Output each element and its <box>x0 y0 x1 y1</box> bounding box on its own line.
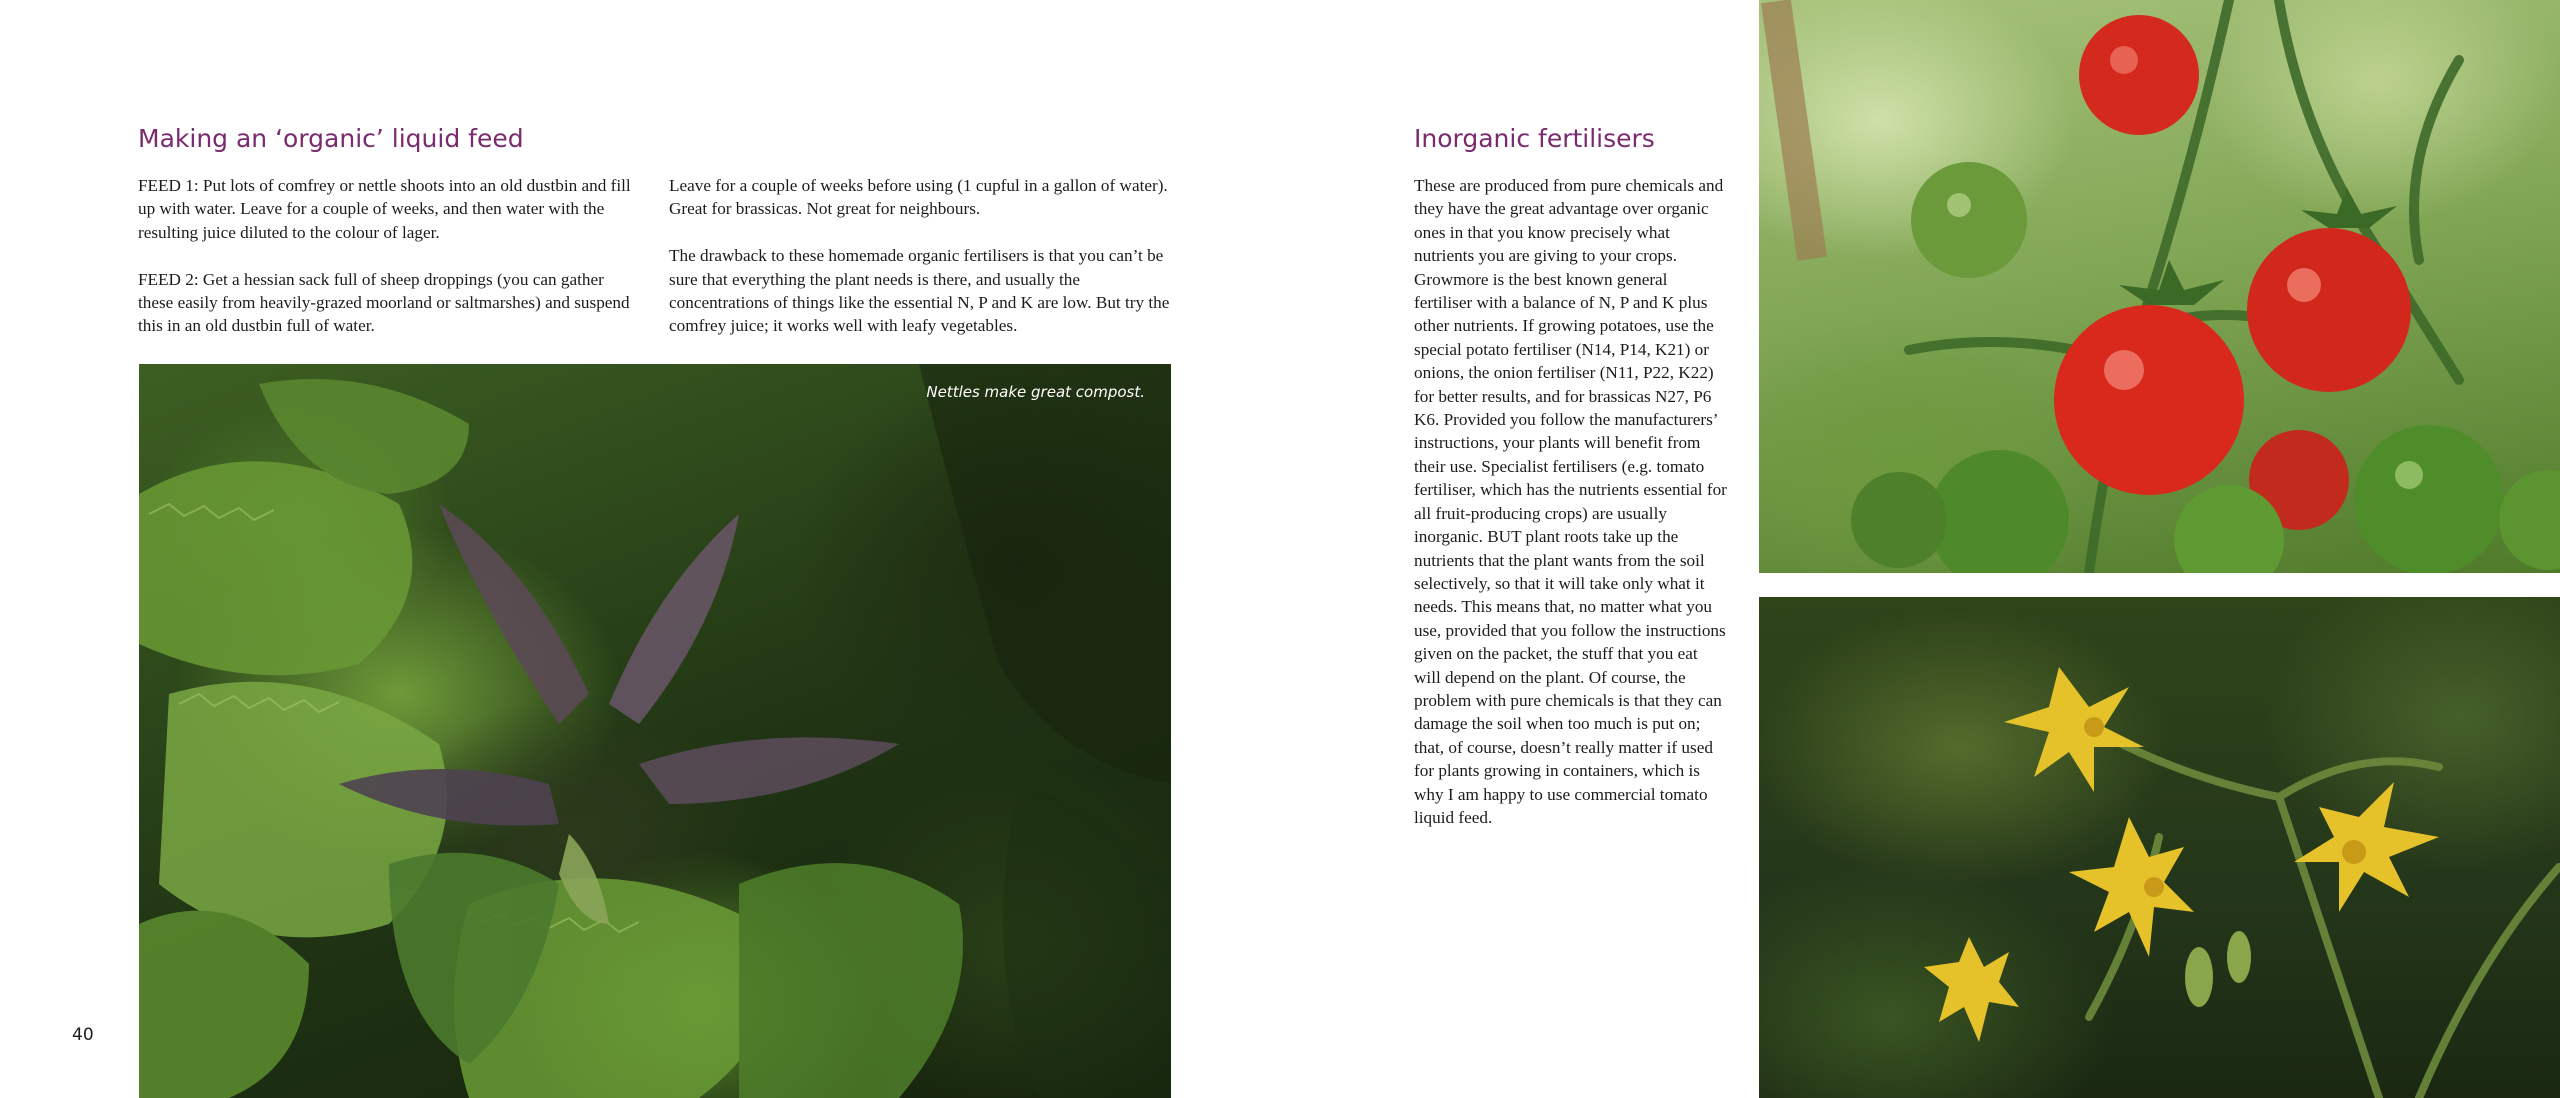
feed-1-paragraph: FEED 1: Put lots of comfrey or nettle shoots into an old dustbin and fill up with water. Leave for a couple of weeks, and then water with the resulting juice diluted to the colour of lager. <box>138 176 631 242</box>
inorganic-paragraph: These are produced from pure chemicals and they have the great advantage over organic ones in that you know precisely what nutrients you are giving to your crops. Growmore is the best known general fertiliser with a balance of N, P and K plus other nutrients. If growing potatoes, use the special potato fertiliser (N14, P14, K21) or onions, the onion fertiliser (N11, P22, K22) for better results, and for brassicas N27, P6 K6. Provided you follow the manufacturers’ instructions, your plants will benefit from their use. Specialist fertilisers (e.g. tomato fertiliser, which has the nutrients essential for all fruit-producing crops) are usually inorganic. BUT plant roots take up the nutrients that the plant wants from the soil selectively, so that it will take only what it needs. This means that, no matter what you use, provided that you follow the instructions given on the packet, the stuff that you eat will depend on the plant. Of course, the problem with pure chemicals is that they can damage the soil when too much is put on; that, of course, doesn’t really matter if used for plants growing in containers, which is why I am happy to use commercial tomato liquid feed. <box>1414 176 1727 827</box>
right-heading: Inorganic fertilisers <box>1414 124 1655 153</box>
right-column <box>1414 174 1728 829</box>
page-number: 40 <box>72 1025 94 1045</box>
tomato-flower-photo <box>1759 597 2560 1098</box>
left-heading: Making an ‘organic’ liquid feed <box>138 124 524 153</box>
tomato-photo <box>1759 0 2560 573</box>
tomato-illustration <box>1759 0 2560 573</box>
left-column-2 <box>669 174 1174 338</box>
photo-caption: Nettles make great compost. <box>926 383 1145 401</box>
leave-paragraph: Leave for a couple of weeks before using (1 cupful in a gallon of water). Great for brassicas. Not great for neighbours. <box>669 176 1168 219</box>
nettle-illustration <box>139 364 1171 1098</box>
drawback-paragraph: The drawback to these homemade organic fertilisers is that you can’t be sure that everything the plant needs is there, and usually the concentrations of things like the essential N, P and K are low. But try the comfrey juice; it works well with leafy vegetables. <box>669 246 1170 336</box>
nettle-photo <box>139 364 1171 1098</box>
left-column-1 <box>138 174 638 338</box>
feed-2-paragraph: FEED 2: Get a hessian sack full of sheep droppings (you can gather these easily from heavily-grazed moorland or saltmarshes) and suspend this in an old dustbin full of water. <box>138 269 630 336</box>
tomato-flower-illustration <box>1759 597 2560 1098</box>
